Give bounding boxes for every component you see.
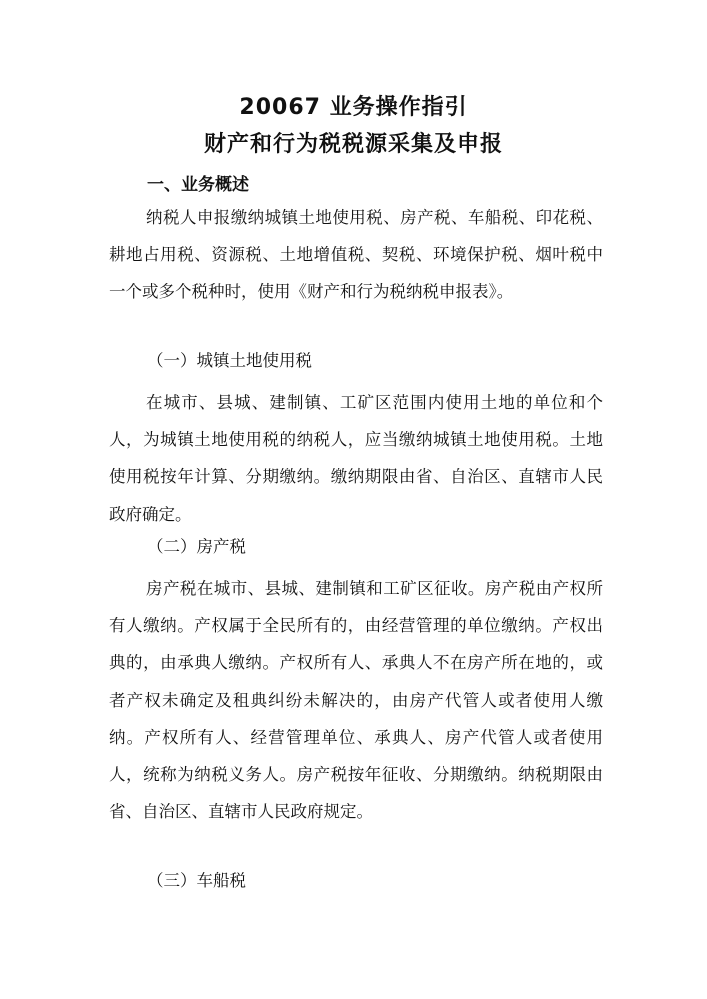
paragraph-property-tax: 房产税在城市、县城、建制镇和工矿区征收。房产税由产权所有人缴纳。产权属于全民所有的，由经营管理的单位缴纳。产权出典的，由承典人缴纳。产权所有人、承典人不在房产所在地的，或者产权未确定及租典纠纷未解决的，由房产代管人或者使用人缴纳。产权所有人、经营管理单位、承典人、房产代管人或者使用人，统称为纳税义务人。房产税按年征收、分期缴纳。纳税期限由省、自治区、直辖市人民政府规定。 — [109, 579, 603, 822]
section-heading-overview: 一、业务概述 — [147, 175, 249, 195]
paragraph-urban-land-use-tax: 在城市、县城、建制镇、工矿区范围内使用土地的单位和个人，为城镇土地使用税的纳税人，应当缴纳城镇土地使用税。土地使用税按年计算、分期缴纳。缴纳期限由省、自治区、直辖市人民政府确定。 — [109, 393, 603, 524]
subheading-vehicle-vessel-tax: （三）车船税 — [147, 871, 246, 890]
subheading-property-tax: （二）房产税 — [147, 537, 246, 556]
paragraph-overview: 纳税人申报缴纳城镇土地使用税、房产税、车船税、印花税、耕地占用税、资源税、土地增值税、契税、环境保护税、烟叶税中一个或多个税种时，使用《财产和行为税纳税申报表》。 — [109, 208, 603, 302]
subheading-urban-land-use-tax: （一）城镇土地使用税 — [147, 351, 312, 370]
document-title: 20067 业务操作指引 — [239, 95, 468, 120]
document-subtitle: 财产和行为税税源采集及申报 — [203, 132, 503, 157]
